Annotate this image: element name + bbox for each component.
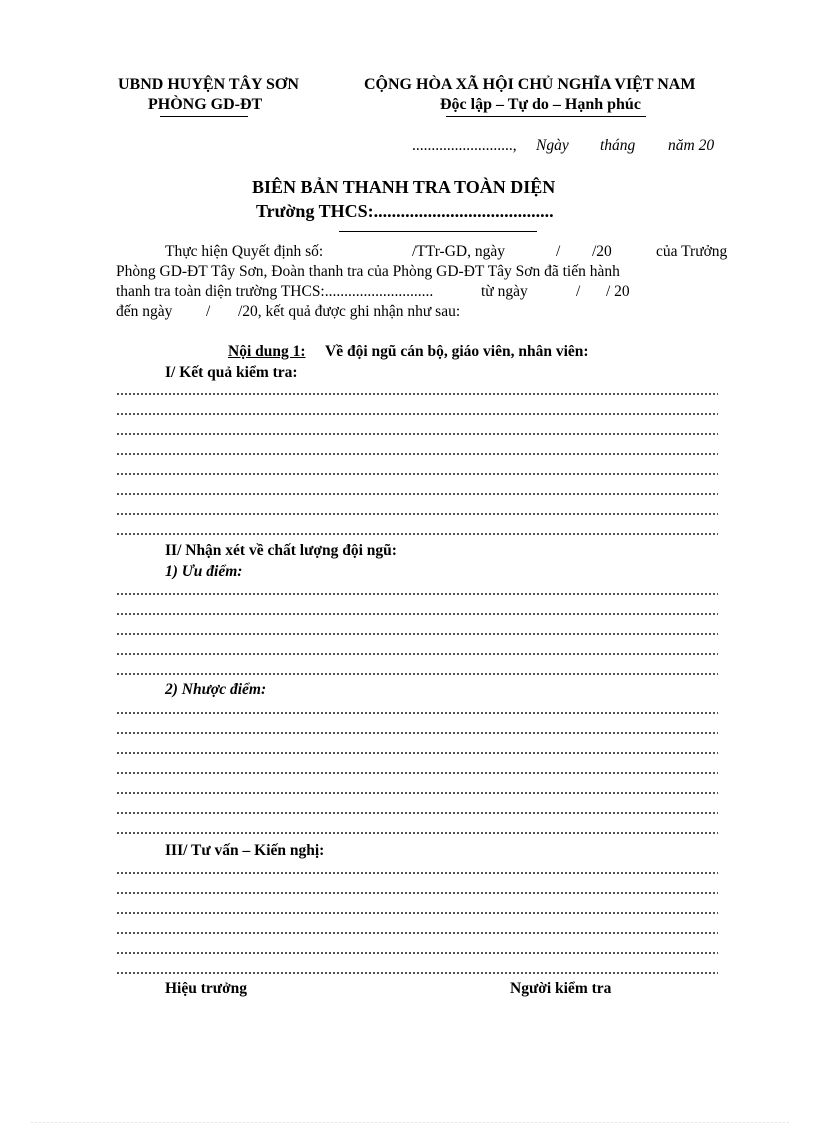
national-title: CỘNG HÒA XÃ HỘI CHỦ NGHĨA VIỆT NAM <box>364 76 696 93</box>
intro-slash: / <box>556 243 561 260</box>
fill-line <box>116 653 718 655</box>
fill-line <box>116 872 718 874</box>
document-title: BIÊN BẢN THANH TRA TOÀN DIỆN <box>252 177 556 197</box>
fill-line <box>116 772 718 774</box>
weaknesses-heading: 2) Nhược điểm: <box>165 681 267 698</box>
fill-line <box>116 393 718 395</box>
fill-line <box>116 952 718 954</box>
intro-from-year: / 20 <box>606 283 630 300</box>
content-label: Nội dung 1: <box>228 343 306 360</box>
title-divider <box>339 231 537 232</box>
fill-line <box>116 912 718 914</box>
inspector-signature-label: Người kiểm tra <box>510 980 612 997</box>
fill-line <box>116 413 718 415</box>
intro-from-date: từ ngày <box>481 283 528 300</box>
intro-year: /20 <box>592 243 612 260</box>
fill-line <box>116 513 718 515</box>
fill-line <box>116 812 718 814</box>
date-day: Ngày <box>536 137 569 154</box>
intro-cua: của Trưởng <box>656 243 728 260</box>
school-line: Trường THCS:........................................ <box>256 201 554 221</box>
intro-decision-number: /TTr-GD, ngày <box>412 243 505 260</box>
content-text: Về đội ngũ cán bộ, giáo viên, nhân viên: <box>325 343 589 360</box>
intro-line-3: thanh tra toàn diện trường THCS:............................ <box>116 283 434 300</box>
fill-line <box>116 493 718 495</box>
fill-line <box>116 892 718 894</box>
fill-line <box>116 732 718 734</box>
fill-line <box>116 712 718 714</box>
fill-line <box>116 932 718 934</box>
fill-line <box>116 433 718 435</box>
fill-line <box>116 453 718 455</box>
section-2-heading: II/ Nhận xét về chất lượng đội ngũ: <box>165 542 397 559</box>
fill-line <box>116 533 718 535</box>
agency-name: UBND HUYỆN TÂY SƠN <box>118 76 299 93</box>
fill-line <box>116 752 718 754</box>
intro-to-result: /20, kết quả được ghi nhận như sau: <box>238 303 461 320</box>
fill-line <box>116 673 718 675</box>
date-place: .........................., <box>412 137 517 154</box>
motto-underline <box>446 116 646 117</box>
date-year: năm 20 <box>668 137 715 154</box>
intro-to-date: đến ngày <box>116 303 173 320</box>
intro-to-slash: / <box>206 303 211 320</box>
fill-line <box>116 972 718 974</box>
fill-line <box>116 792 718 794</box>
intro-line-2: Phòng GD-ĐT Tây Sơn, Đoàn thanh tra của Phòng GD-ĐT Tây Sơn đã tiến hành <box>116 263 620 280</box>
strengths-heading: 1) Ưu điểm: <box>165 563 243 580</box>
department-name: PHÒNG GD-ĐT <box>148 96 263 113</box>
national-motto: Độc lập – Tự do – Hạnh phúc <box>440 96 641 113</box>
fill-line <box>116 613 718 615</box>
intro-decision: Thực hiện Quyết định số: <box>165 243 324 260</box>
principal-signature-label: Hiệu trưởng <box>165 980 248 997</box>
section-3-heading: III/ Tư vấn – Kiến nghị: <box>165 842 325 859</box>
fill-line <box>116 832 718 834</box>
intro-from-slash: / <box>576 283 581 300</box>
date-month: tháng <box>600 137 636 154</box>
fill-line <box>116 473 718 475</box>
fill-line <box>116 633 718 635</box>
department-underline <box>160 116 248 117</box>
fill-line <box>116 593 718 595</box>
section-1-heading: I/ Kết quả kiểm tra: <box>165 364 298 381</box>
